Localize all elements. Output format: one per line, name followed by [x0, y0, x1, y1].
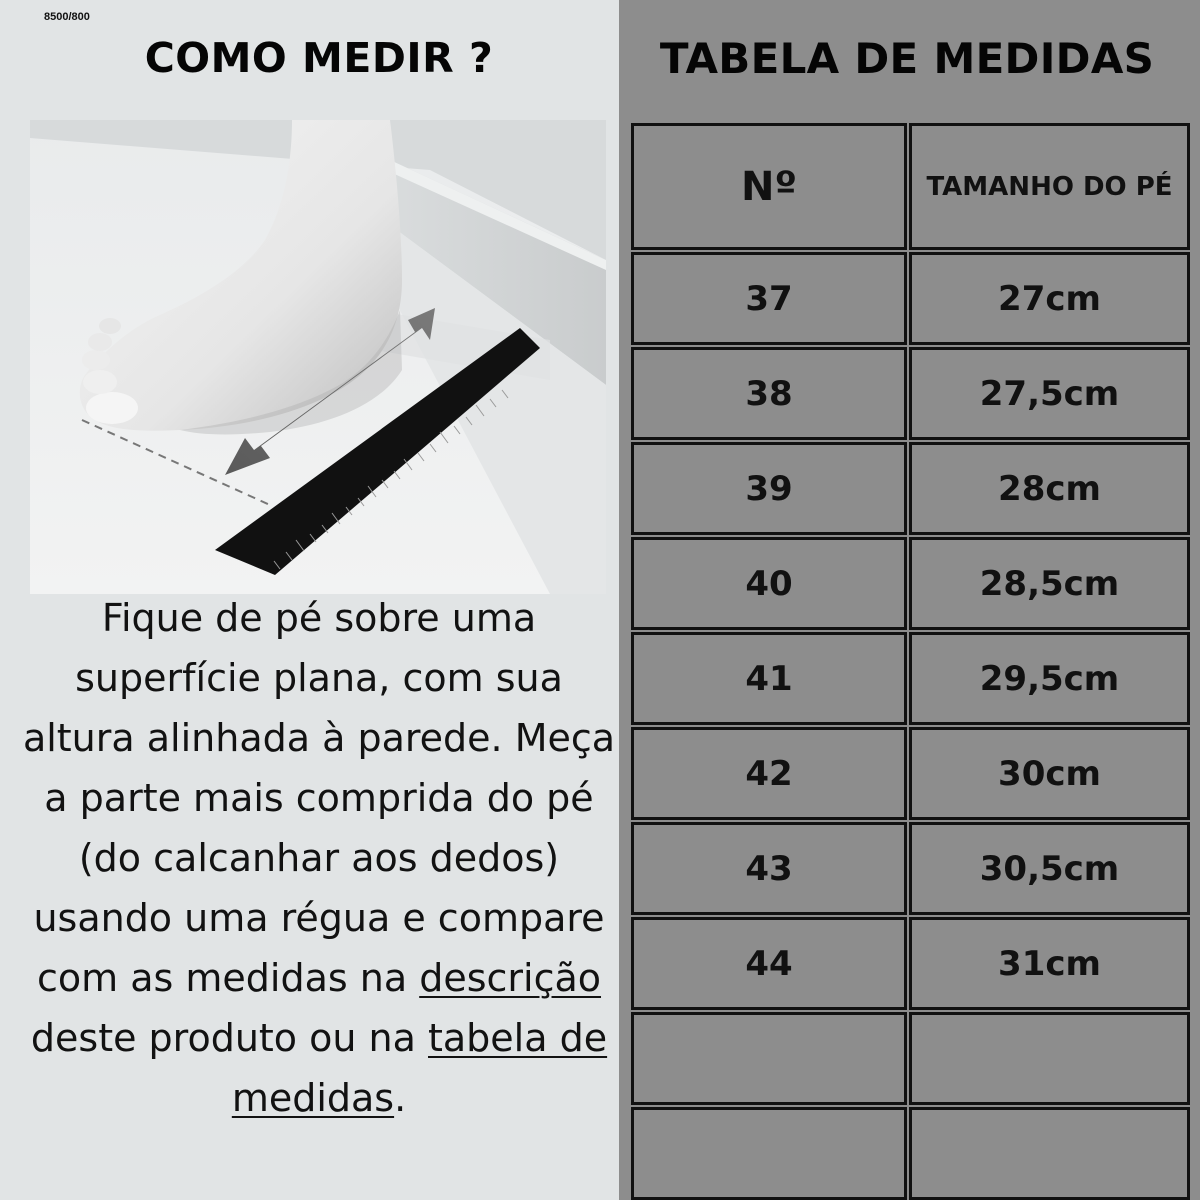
foot-length-cell: 30,5cm: [909, 822, 1190, 915]
size-table-title: TABELA DE MEDIDAS: [659, 34, 1155, 83]
size-number-cell: 40: [631, 537, 907, 630]
size-number-cell: 41: [631, 632, 907, 725]
size-table-link[interactable]: tabela de medidas: [231, 1016, 608, 1120]
instructions-text-3: .: [394, 1076, 407, 1120]
empty-cell: [909, 1012, 1190, 1105]
measuring-instructions: [14, 588, 619, 1128]
foot-measuring-illustration: [30, 120, 606, 594]
foot-length-cell: 28,5cm: [909, 537, 1190, 630]
foot-length-cell: 28cm: [909, 442, 1190, 535]
size-number-cell: 37: [631, 252, 907, 345]
foot-length-cell: 30cm: [909, 727, 1190, 820]
foot-length-cell: 31cm: [909, 917, 1190, 1010]
how-to-measure-title: COMO MEDIR ?: [144, 34, 494, 82]
foot-length-cell: 27cm: [909, 252, 1190, 345]
size-number-cell: 43: [631, 822, 907, 915]
empty-cell: [909, 1107, 1190, 1200]
size-table-panel: [619, 0, 1200, 1200]
instructions-text-2: deste produto ou na: [30, 1016, 428, 1060]
size-number-cell: 42: [631, 727, 907, 820]
header-foot-size: TAMANHO DO PÉ: [909, 123, 1190, 250]
empty-cell: [631, 1107, 907, 1200]
foot-length-cell: 27,5cm: [909, 347, 1190, 440]
instructions-text-1: Fique de pé sobre uma superfície plana, com sua altura alinhada à parede. Meça a parte mais comprida do pé (do calcanhar aos dedos) usando uma régua e compare com as medidas na: [22, 596, 616, 1000]
size-number-cell: 39: [631, 442, 907, 535]
empty-cell: [631, 1012, 907, 1105]
size-number-cell: 44: [631, 917, 907, 1010]
header-number: Nº: [631, 123, 907, 250]
size-number-cell: 38: [631, 347, 907, 440]
description-link[interactable]: descrição: [419, 956, 602, 1000]
product-code: 8500/800: [44, 11, 90, 23]
foot-length-cell: 29,5cm: [909, 632, 1190, 725]
